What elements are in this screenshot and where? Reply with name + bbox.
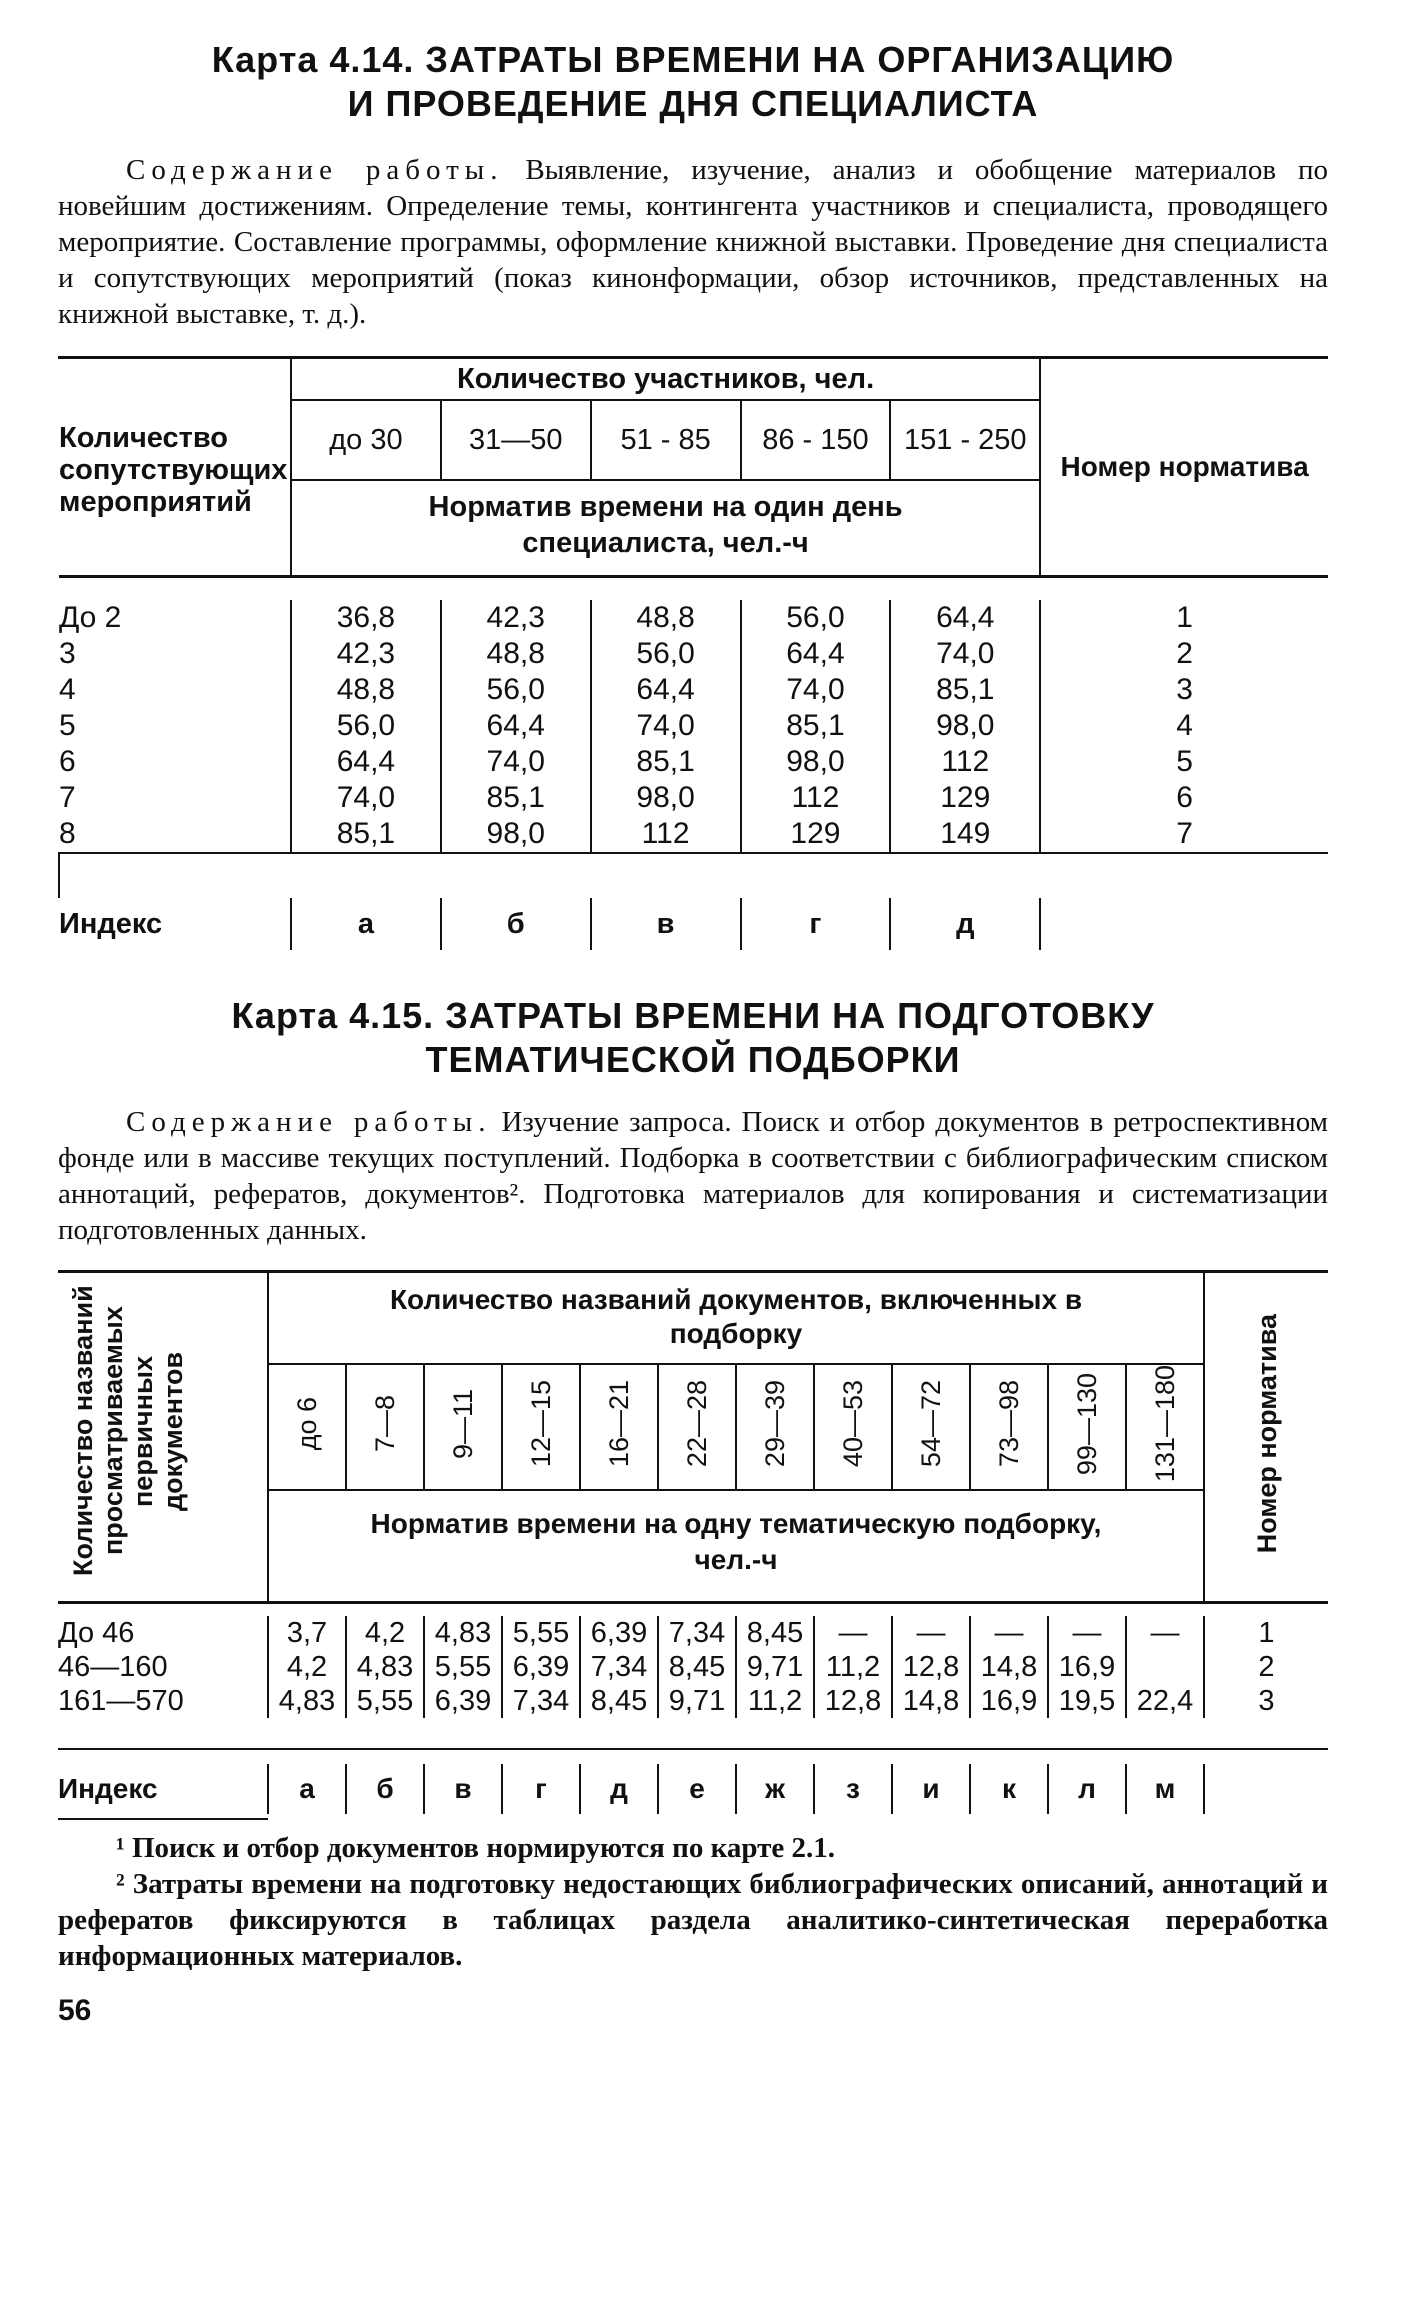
card2-index-0: а <box>268 1764 346 1814</box>
page-number: 56 <box>58 1994 92 2027</box>
card2-col-0: до 6 <box>292 1396 322 1451</box>
footnotes <box>58 1830 1328 1974</box>
card2-col-values-6 <box>736 1616 814 1718</box>
table-cell: 48,8 <box>636 601 695 634</box>
table-cell: 48,8 <box>486 637 545 670</box>
card2-col-values-0 <box>268 1616 346 1718</box>
table-cell: 7,34 <box>512 1685 570 1717</box>
card1-index-empty <box>1040 898 1328 950</box>
table-cell: 112 <box>641 817 690 850</box>
card2-col-values-2 <box>424 1616 502 1718</box>
card1-title-line2: И ПРОВЕДЕНИЕ ДНЯ СПЕЦИАЛИСТА <box>347 83 1039 124</box>
card2-index-3: г <box>502 1764 580 1814</box>
card2-col-values-7 <box>814 1616 892 1718</box>
card2-index-2: в <box>424 1764 502 1814</box>
card1-norm-number-header: Номер норматива <box>1040 359 1328 577</box>
card2-row-header: Количество названий просматриваемых первичных документов <box>67 1285 188 1576</box>
card2-col-7: 40—53 <box>838 1380 868 1468</box>
norm-number: 6 <box>1176 781 1193 814</box>
table-cell: 112 <box>941 745 990 778</box>
table-cell: — <box>994 1617 1024 1649</box>
card1-index-label: Индекс <box>59 907 163 940</box>
card1-row-label: 6 <box>59 745 76 778</box>
table-cell: 74,0 <box>636 709 695 742</box>
table-cell: 64,4 <box>486 709 545 742</box>
table-cell: 56,0 <box>336 709 396 742</box>
table-cell: 85,1 <box>786 709 845 742</box>
card2-title-line1: Карта 4.15. ЗАТРАТЫ ВРЕМЕНИ НА ПОДГОТОВКУ <box>231 995 1155 1036</box>
card2-col-4-cell <box>580 1364 658 1490</box>
table-cell: 42,3 <box>336 637 396 670</box>
table-cell: 5,55 <box>356 1685 414 1717</box>
table-cell: 14,8 <box>902 1685 960 1717</box>
card2-norm-header: Норматив времени на одну тематическую подборку, чел.-ч <box>268 1490 1204 1602</box>
table-cell: 14,8 <box>980 1651 1038 1683</box>
card2-col-0-cell <box>268 1364 346 1490</box>
card2-col-7-cell <box>814 1364 892 1490</box>
table-cell: 129 <box>940 781 991 814</box>
table-cell: 112 <box>791 781 840 814</box>
card2-content-label: Содержание работы. <box>126 1106 492 1138</box>
norm-number: 1 <box>1258 1617 1275 1649</box>
footnote-1: ¹ Поиск и отбор документов нормируются по карте 2.1. <box>116 1832 835 1864</box>
card2-col-values-5 <box>658 1616 736 1718</box>
card1-row-label: 7 <box>59 781 76 814</box>
table-cell: 74,0 <box>336 781 396 814</box>
card1-norm-header: Норматив времени на один день специалиста, чел.-ч <box>291 480 1040 577</box>
card2-col-9: 73—98 <box>994 1380 1024 1468</box>
card1-col-values-0 <box>291 600 441 853</box>
table-cell <box>1127 1650 1203 1684</box>
table-cell: 12,8 <box>824 1685 882 1717</box>
table-cell: 8,45 <box>746 1617 804 1649</box>
card2-col-5-cell <box>658 1364 736 1490</box>
card2-content-text: Изучение запроса. Поиск и отбор документов в ретроспективном фонде или в массиве текущих поступлений. Подборка в соответствии с библиографическим списком аннотаций, рефератов, документов². Подготовка материалов для копирования и систематизации подготовленных данных. <box>58 1106 1328 1246</box>
card2-col-3: 12—15 <box>526 1380 556 1468</box>
table-cell: 64,4 <box>636 673 695 706</box>
norm-number: 1 <box>1176 601 1193 634</box>
card2-col-9-cell <box>970 1364 1048 1490</box>
card1-header-rule <box>59 577 1328 601</box>
card2-index-empty <box>1204 1764 1328 1814</box>
table-cell: 6,39 <box>512 1651 570 1683</box>
card1-col-2: 51 - 85 <box>591 400 741 480</box>
card2-index-label: Индекс <box>58 1773 158 1804</box>
table-cell: — <box>1072 1617 1102 1649</box>
table-cell: 85,1 <box>636 745 695 778</box>
card2-index-8: и <box>892 1764 970 1814</box>
card1-index-rule <box>59 853 1328 898</box>
card2-index-rule <box>58 1749 1328 1764</box>
card1-index-g: г <box>741 898 891 950</box>
card1-title <box>58 38 1328 126</box>
table-cell: 8,45 <box>590 1685 648 1717</box>
card1-index-a: а <box>291 898 441 950</box>
card1-index-d: д <box>890 898 1040 950</box>
card1-group-header: Количество участников, чел. <box>291 359 1040 400</box>
card2-col-8: 54—72 <box>916 1380 946 1468</box>
table-cell: 74,0 <box>786 673 845 706</box>
card1-col-values-1 <box>441 600 591 853</box>
card2-row-label: 161—570 <box>58 1685 184 1717</box>
card2-col-5: 22—28 <box>682 1380 712 1468</box>
table-cell: 98,0 <box>486 817 545 850</box>
table-cell: 4,83 <box>278 1685 336 1717</box>
card2-spacer <box>58 1718 1328 1749</box>
table-cell: 56,0 <box>486 673 545 706</box>
card1-norm-numbers <box>1040 600 1328 853</box>
table-cell: 16,9 <box>980 1685 1038 1717</box>
card1-row-label: 3 <box>59 637 76 670</box>
card1-content <box>58 152 1328 332</box>
table-cell: 12,8 <box>902 1651 960 1683</box>
card2-index-10: л <box>1048 1764 1126 1814</box>
norm-number: 4 <box>1176 709 1193 742</box>
card2-col-4: 16—21 <box>604 1380 634 1468</box>
table-cell: 19,5 <box>1058 1685 1116 1717</box>
card2-col-2-cell <box>424 1364 502 1490</box>
card1-row-label: 8 <box>59 817 76 850</box>
table-cell: 149 <box>940 817 991 850</box>
card1-row-label: 4 <box>59 673 76 706</box>
card1-col-values-3 <box>741 600 891 853</box>
card1-row-label: До 2 <box>59 601 122 634</box>
card1-col-4: 151 - 250 <box>890 400 1040 480</box>
table-cell: 8,45 <box>668 1651 726 1683</box>
table-cell: 6,39 <box>434 1685 492 1717</box>
card1-content-label: Содержание работы. <box>126 154 504 186</box>
card2-index-4: д <box>580 1764 658 1814</box>
table-cell: 4,83 <box>356 1651 414 1683</box>
card2-norm-number-header-cell <box>1204 1273 1328 1603</box>
table-cell: 4,2 <box>364 1617 406 1649</box>
card1-row-header: Количество сопутствующих мероприятий <box>59 422 288 518</box>
table-cell: 85,1 <box>936 673 995 706</box>
table-cell: 85,1 <box>336 817 396 850</box>
card2-table <box>58 1273 1328 1814</box>
norm-number: 2 <box>1176 637 1193 670</box>
table-cell: 36,8 <box>336 601 396 634</box>
card2-index-9: к <box>970 1764 1048 1814</box>
card1-row-labels <box>59 600 291 853</box>
table-cell: 4,83 <box>434 1617 492 1649</box>
card1-col-3: 86 - 150 <box>741 400 891 480</box>
card2-index-1: б <box>346 1764 424 1814</box>
card2-content <box>58 1104 1328 1248</box>
card1-table <box>58 359 1328 950</box>
table-cell: — <box>838 1617 868 1649</box>
table-cell: 5,55 <box>434 1651 492 1683</box>
table-cell: 48,8 <box>336 673 396 706</box>
card2-header-rule <box>58 1603 1328 1617</box>
table-cell: 98,0 <box>636 781 695 814</box>
card2-col-6: 29—39 <box>760 1380 790 1468</box>
norm-number: 3 <box>1258 1685 1275 1717</box>
table-cell: — <box>1150 1617 1180 1649</box>
card2-col-11: 131—180 <box>1150 1365 1180 1483</box>
table-cell: 11,2 <box>747 1685 803 1717</box>
card1-col-values-4 <box>890 600 1040 853</box>
table-cell: 3,7 <box>286 1617 328 1649</box>
card1-index-v: в <box>591 898 741 950</box>
card2-norm-number-header: Номер норматива <box>1251 1313 1282 1554</box>
card2-row-label: До 46 <box>58 1617 135 1649</box>
card2-col-11-cell <box>1126 1364 1204 1490</box>
table-cell: 64,4 <box>936 601 995 634</box>
table-cell: 129 <box>790 817 841 850</box>
table-cell: 5,55 <box>512 1617 570 1649</box>
footnote-2: ² Затраты времени на подготовку недостающих библиографических описаний, аннотаций и рефератов фиксируются в таблицах раздела аналитико-синтетическая переработка информационных материалов. <box>58 1868 1328 1972</box>
table-cell: 64,4 <box>336 745 396 778</box>
card2-title-line2: ТЕМАТИЧЕСКОЙ ПОДБОРКИ <box>425 1039 961 1080</box>
table-cell: 56,0 <box>636 637 695 670</box>
card2-col-values-8 <box>892 1616 970 1718</box>
table-cell: 9,71 <box>668 1685 726 1717</box>
page <box>58 38 1328 2028</box>
table-cell: 11,2 <box>825 1651 881 1683</box>
card2-col-1: 7—8 <box>370 1395 400 1453</box>
table-cell: 7,34 <box>668 1617 726 1649</box>
table-cell: 4,2 <box>286 1651 328 1683</box>
table-cell: 74,0 <box>486 745 545 778</box>
card2-col-10-cell <box>1048 1364 1126 1490</box>
card2-col-1-cell <box>346 1364 424 1490</box>
card2-col-10: 99—130 <box>1072 1372 1102 1475</box>
card1-index-b: б <box>441 898 591 950</box>
card2-col-6-cell <box>736 1364 814 1490</box>
card2-index-6: ж <box>736 1764 814 1814</box>
card2-col-values-9 <box>970 1616 1048 1718</box>
table-cell: 56,0 <box>786 601 845 634</box>
card2-norm-numbers <box>1204 1616 1328 1718</box>
table-cell: 98,0 <box>936 709 995 742</box>
card1-col-0: до 30 <box>291 400 441 480</box>
card2-col-3-cell <box>502 1364 580 1490</box>
footnote-rule <box>58 1818 268 1820</box>
card2-col-values-1 <box>346 1616 424 1718</box>
card2-index-7: з <box>814 1764 892 1814</box>
card1-content-text: Выявление, изучение, анализ и обобщение материалов по новейшим достижениям. Определение темы, контингента участников и специалиста, проводящего мероприятие. Составление программы, оформление книжной выставки. Проведение дня специалиста и сопутствующих мероприятий (показ кинонформации, обзор источников, представленных на книжной выставке, т. д.). <box>58 154 1328 330</box>
norm-number: 7 <box>1176 817 1193 850</box>
card2-col-2: 9—11 <box>448 1388 478 1459</box>
card1-col-values-2 <box>591 600 741 853</box>
table-cell: 22,4 <box>1136 1685 1194 1717</box>
card2-col-values-10 <box>1048 1616 1126 1718</box>
card1-col-1: 31—50 <box>441 400 591 480</box>
card2-row-label: 46—160 <box>58 1651 168 1683</box>
card2-col-values-3 <box>502 1616 580 1718</box>
norm-number: 3 <box>1176 673 1193 706</box>
table-cell: 7,34 <box>590 1651 648 1683</box>
table-cell: 64,4 <box>786 637 845 670</box>
table-cell: 9,71 <box>746 1651 804 1683</box>
card2-group-header: Количество названий документов, включенных в подборку <box>268 1273 1204 1364</box>
card1-title-line1: Карта 4.14. ЗАТРАТЫ ВРЕМЕНИ НА ОРГАНИЗАЦИЮ <box>211 39 1175 80</box>
table-cell: 16,9 <box>1058 1651 1116 1683</box>
card2-title <box>58 994 1328 1082</box>
table-cell: — <box>916 1617 946 1649</box>
norm-number: 5 <box>1176 745 1193 778</box>
card2-col-8-cell <box>892 1364 970 1490</box>
table-cell: 85,1 <box>486 781 545 814</box>
table-cell: 74,0 <box>936 637 995 670</box>
table-cell: 42,3 <box>486 601 545 634</box>
card2-index-11: м <box>1126 1764 1204 1814</box>
card2-row-header-cell <box>58 1273 268 1603</box>
card2-col-values-4 <box>580 1616 658 1718</box>
norm-number: 2 <box>1258 1651 1275 1683</box>
card1-row-label: 5 <box>59 709 76 742</box>
table-cell: 98,0 <box>786 745 845 778</box>
card2-index-5: е <box>658 1764 736 1814</box>
card2-row-labels <box>58 1616 268 1718</box>
table-cell: 6,39 <box>590 1617 648 1649</box>
card2-col-values-11 <box>1126 1616 1204 1718</box>
